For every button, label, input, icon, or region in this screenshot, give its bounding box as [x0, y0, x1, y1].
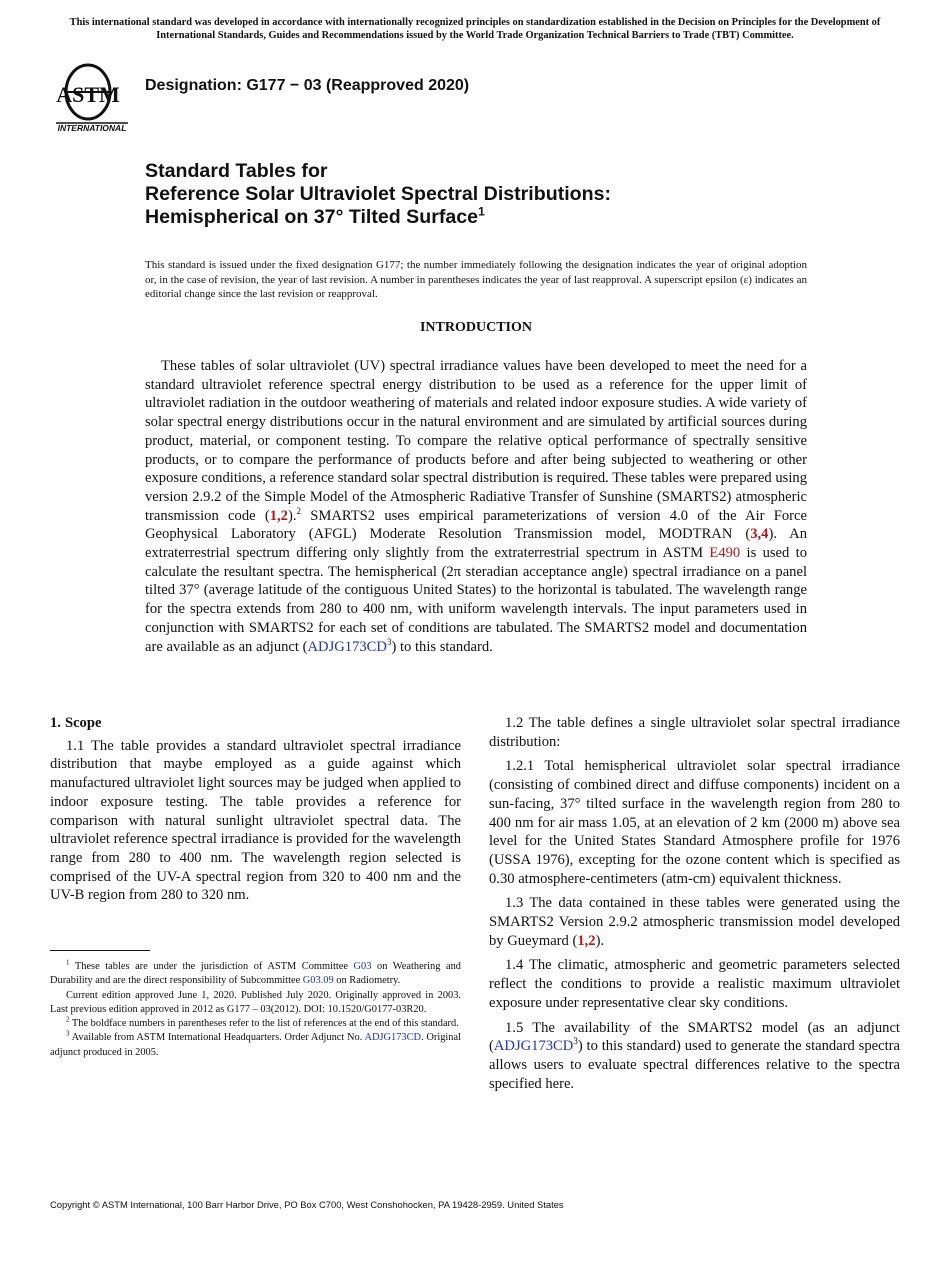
section-1-3: 1.3 The data contained in these tables were generated using the SMARTS2 Version 2.9.2 atmospheric transmission model developed by Gueymard (1,2). [489, 895, 900, 949]
reference-link[interactable]: 3,4 [750, 526, 769, 543]
g03-link[interactable]: G03 [353, 961, 372, 972]
footnote-mark: 2 [296, 505, 301, 516]
adjunct-link[interactable]: ADJG173CD [493, 1038, 574, 1055]
footnotes [50, 960, 461, 1060]
section-1-5: 1.5 The availability of the SMARTS2 model (as an adjunct $(ADJG173CD^3)$ to this standard) used to generate the standard spectra allows users to evaluate spectral differences relative to the spectra specified here. [489, 1019, 900, 1092]
reference-link[interactable]: 1,2 [577, 932, 596, 949]
introduction-heading: INTRODUCTION [419, 320, 532, 335]
document-title [145, 160, 865, 229]
designation: Designation: G177 − 03 (Reapproved 2020) [145, 77, 470, 94]
right-column [489, 714, 900, 1099]
reference-link[interactable]: 1,2 [269, 507, 288, 524]
scope-heading: 1. Scope [50, 715, 102, 731]
footnote-mark: 3 [573, 1036, 578, 1047]
svg-text:INTERNATIONAL: INTERNATIONAL [57, 123, 127, 132]
section-1-1: 1.1 The table provides a standard ultraviolet spectral irradiance distribution that maybe employed as a guide against which manufactured ultraviolet light sources may be judged when applied to indoor exposure testing. The table provides a reference for comparison with natural sunlight ultraviolet spectral data. The ultraviolet reference spectral irradiance is provided for the wavelength range from 280 to 400 nm. The wavelength region selected is comprised of the UV-A spectral region from 320 to 400 nm and the UV-B region from 280 to 320 nm. [50, 737, 461, 904]
astm-logo [52, 60, 136, 132]
footnote-mark: 3 [386, 636, 392, 647]
g0309-link[interactable]: G03.09 [302, 975, 334, 987]
svg-text:ASTM: ASTM [56, 82, 120, 107]
issue-note: This standard is issued under the fixed designation G177; the number immediately following the designation indicates the year of original adoption or, in the case of revision, the year of last revision. A number in parentheses indicates the year of last reapproval. A superscript epsilon (ε) indicates an editorial change since the last revision or reapproval. [145, 259, 807, 301]
adjunct-link[interactable]: ADJG173CD [364, 1032, 422, 1044]
footnote-divider [50, 950, 150, 951]
title-line-3: Hemispherical on 37° Tilted Surface$^1$ [145, 204, 485, 228]
copyright-footer: Copyright © ASTM International, 100 Barr Harbor Drive, PO Box C700, West Conshohocken, PA 19428-2959. United States [50, 1199, 564, 1210]
title-line-1: Standard Tables for [145, 160, 328, 182]
e490-link[interactable]: E490 [709, 545, 741, 562]
footnote-2: $^2$ The boldface numbers in parentheses refer to the list of references at the end of this standard. [66, 1015, 459, 1030]
left-column [50, 714, 461, 911]
section-1-4: 1.4 The climatic, atmospheric and geometric parameters selected reflect the conditions to provide a realistic maximum ultraviolet exposure under representative clear sky conditions. [489, 957, 900, 1011]
title-footnote-mark: 1 [478, 204, 485, 219]
adjunct-link[interactable]: ADJG173CD [307, 638, 387, 655]
section-1-2: 1.2 The table defines a single ultraviolet solar spectral irradiance distribution: [489, 715, 900, 750]
header-note: This international standard was developed in accordance with internationally recognized principles on standardization established in the Decision on Principles for the Development of International Standards, Guides and Recommendations issued by the World Trade Organization Technical Barriers to Trade (TBT) Committee. [69, 17, 881, 41]
title-line-2: Reference Solar Ultraviolet Spectral Distributions: [145, 183, 612, 205]
introduction-paragraph: These tables of solar ultraviolet (UV) spectral irradiance values have been developed to meet the need for a standard ultraviolet reference spectral energy distribution to be used as a reference for the upper limit of ultraviolet radiation in the outdoor weathering of materials and related indoor exposure studies. A wide variety of solar spectral energy distributions occur in the natural environment and are simulated by artificial sources during product, material, or component testing. To compare the relative optical performance of spectrally sensitive products, or to compare the performance of products before and after being subjected to weathering or other exposure conditions, a reference standard solar spectral distribution is required. These tables were prepared using version 2.9.2 of the Simple Model of the Atmospheric Radiative Transfer of Sunshine (SMARTS2) atmospheric transmission code (1,2).$^2$ SMARTS2 uses empirical parameterizations of version 4.0 of the Air Force Geophysical Laboratory (AFGL) Moderate Resolution Transmission model, MODTRAN (3,4). An extraterrestrial spectrum differing only slightly from the extraterrestrial spectrum in ASTM E490 is used to calculate the resultant spectra. The hemispherical (2π steradian acceptance angle) spectral irradiance on a panel tilted 37° (average latitude of the contiguous United States) to the horizontal is tabulated. The wavelength range for the spectra extends from 280 to 400 nm, with uniform wavelength intervals. The input parameters used in conjunction with SMARTS2 for each set of conditions are tabulated. The SMARTS2 model and documentation are available as an adjunct $(ADJG173CD^3)$ to this standard. [145, 358, 808, 655]
footnote-1: $^1$ These tables are under the jurisdiction of ASTM Committee G03 on Weathering and Durability and are the direct responsibility of Subcommittee G03.09 on Radiometry. [50, 958, 461, 987]
section-1-2-1: 1.2.1 Total hemispherical ultraviolet solar spectral irradiance (consisting of combined direct and diffuse components) incident on a sun-facing, 37° tilted surface in the wavelength region from 280 to 400 nm for air mass 1.05, at an elevation of 2 km (2000 m) above sea level for the United States Standard Atmosphere profile for 1976 (USSA 1976), excepting for the ozone content which is specified as 0.30 atmosphere-centimeters (atm-cm) equivalent thickness. [489, 758, 900, 887]
edition-note: Current edition approved June 1, 2020. Published July 2020. Originally approved in 2003. Last previous edition approved in 2012 as G177 – 03(2012). DOI: 10.1520/G0177-03R20. [50, 989, 461, 1015]
footnote-3: $^3$ Available from ASTM International Headquarters. Order Adjunct No. ADJG173CD. Original adjunct produced in 2005. [50, 1030, 461, 1058]
